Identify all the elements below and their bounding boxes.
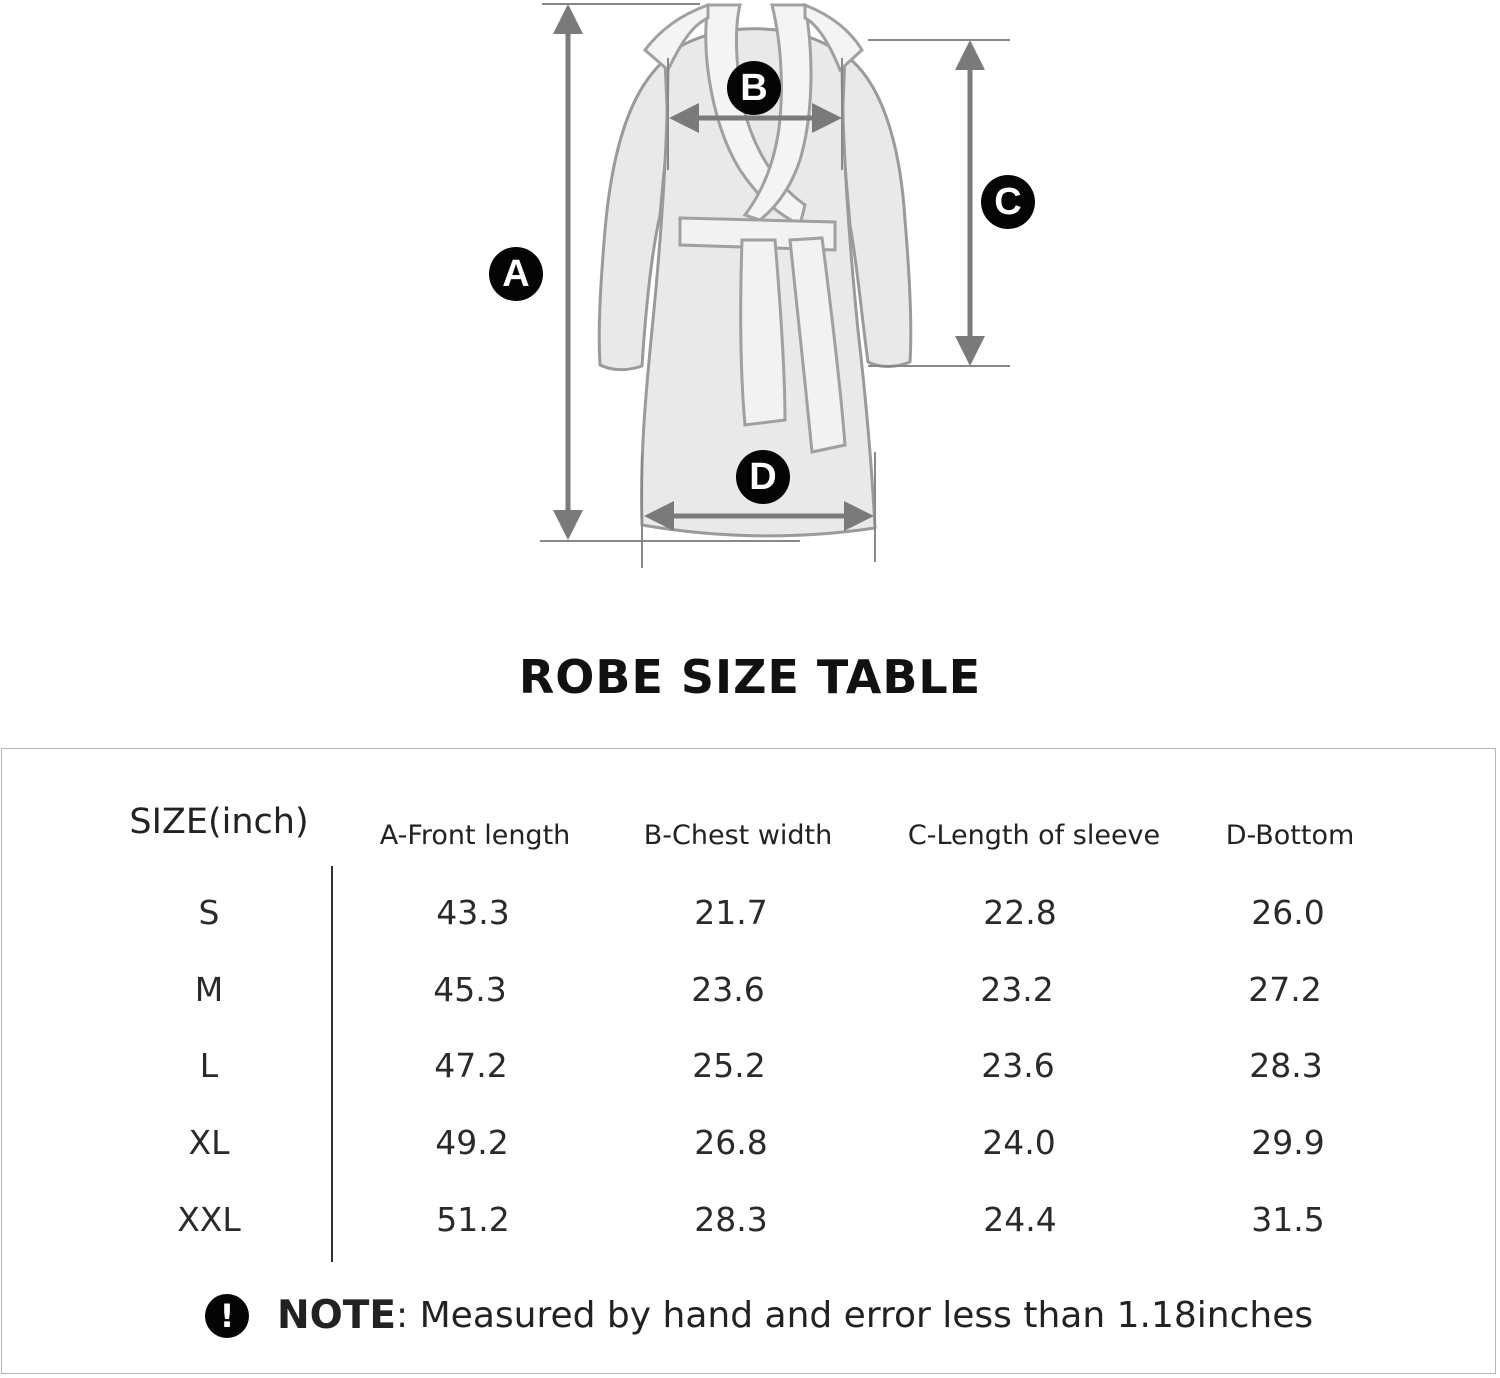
exclamation-icon: !: [205, 1294, 249, 1338]
chest-width-cell: 26.8: [694, 1123, 768, 1162]
size-cell: M: [194, 970, 224, 1009]
note-label: NOTE: [277, 1293, 397, 1338]
bottom-cell: 29.9: [1251, 1123, 1325, 1162]
robe-diagram: [0, 0, 1500, 600]
measurement-note: [205, 1293, 1313, 1338]
table-row: [0, 1200, 1500, 1240]
marker-b: B: [727, 61, 781, 115]
front-length-cell: 49.2: [435, 1123, 509, 1162]
table-row: [0, 1046, 1500, 1086]
front-length-cell: 51.2: [436, 1200, 510, 1239]
sleeve-length-cell: 23.6: [981, 1046, 1055, 1085]
size-cell: XL: [188, 1123, 230, 1162]
table-row: [0, 1123, 1500, 1163]
note-text: : Measured by hand and error less than 1.18inches: [396, 1295, 1314, 1336]
front-length-cell: 45.3: [433, 970, 507, 1009]
header-bottom: D-Bottom: [1225, 820, 1355, 851]
header-front-length: A-Front length: [379, 820, 571, 851]
sleeve-length-cell: 22.8: [983, 893, 1057, 932]
header-size: SIZE(inch): [129, 802, 309, 842]
chest-width-cell: 21.7: [694, 893, 768, 932]
header-chest-width: B-Chest width: [643, 820, 833, 851]
marker-d: D: [736, 450, 790, 504]
bottom-cell: 27.2: [1248, 970, 1322, 1009]
chest-width-cell: 28.3: [694, 1200, 768, 1239]
table-row: [0, 893, 1500, 933]
bottom-cell: 26.0: [1251, 893, 1325, 932]
size-cell: XXL: [177, 1200, 241, 1239]
page-title: ROBE SIZE TABLE: [518, 650, 982, 704]
bottom-cell: 31.5: [1251, 1200, 1325, 1239]
front-length-cell: 47.2: [434, 1046, 508, 1085]
sleeve-length-cell: 23.2: [980, 970, 1054, 1009]
bottom-cell: 28.3: [1249, 1046, 1323, 1085]
chest-width-cell: 23.6: [691, 970, 765, 1009]
sleeve-length-cell: 24.4: [983, 1200, 1057, 1239]
marker-c: C: [981, 175, 1035, 229]
sleeve-length-cell: 24.0: [982, 1123, 1056, 1162]
front-length-cell: 43.3: [436, 893, 510, 932]
chest-width-cell: 25.2: [692, 1046, 766, 1085]
marker-a: A: [489, 247, 543, 301]
size-cell: S: [198, 893, 220, 932]
table-row: [0, 970, 1500, 1010]
header-sleeve-length: C-Length of sleeve: [907, 820, 1161, 851]
size-cell: L: [199, 1046, 219, 1085]
